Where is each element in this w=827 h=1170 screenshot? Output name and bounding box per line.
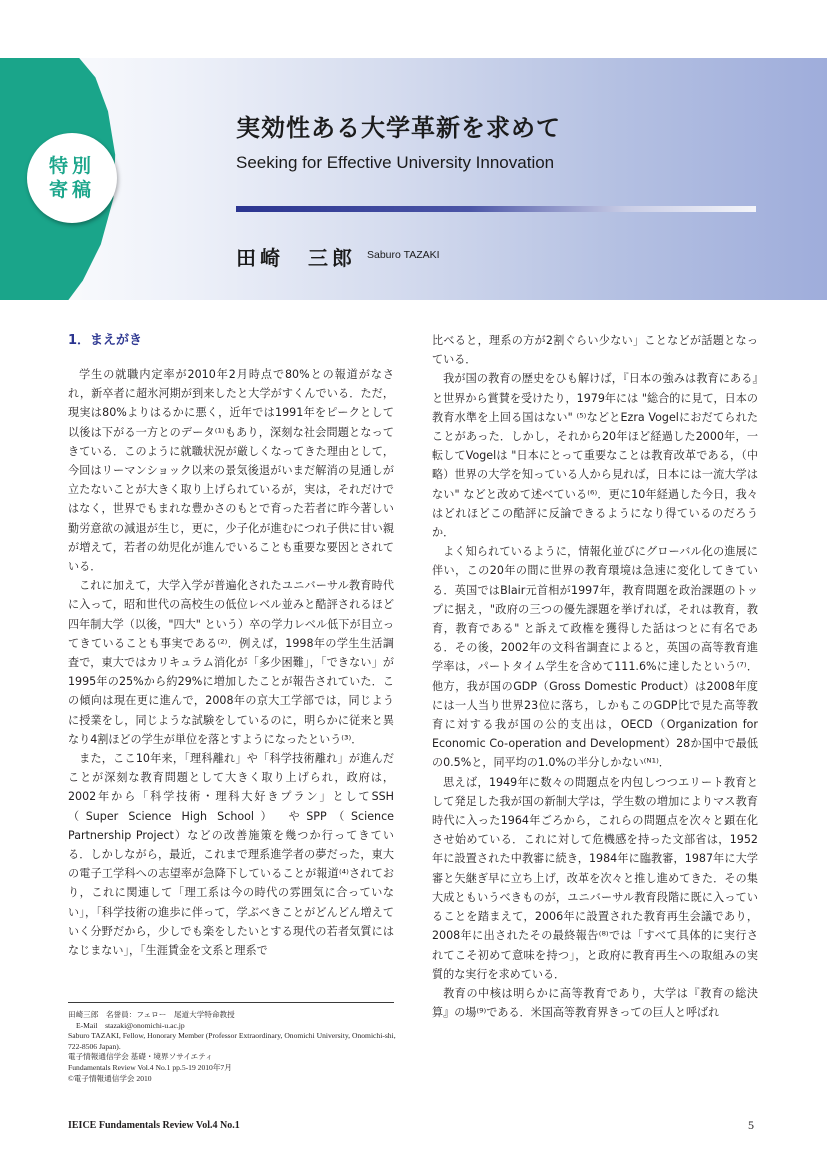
header-banner [0,58,827,300]
body-column-right [432,331,758,1022]
badge-line-1: 特別 [48,155,95,177]
section-heading: 1．まえがき [68,333,143,348]
footnote-line: ©電子情報通信学会 2010 [68,1073,152,1083]
paragraph: これに加えて，大学入学が普遍化されたユニバーサル教育時代に入って，昭和世代の高校生の低位レベル並みと酷評されるほど四年制大学（以後，"四大" という）卒の学力レベル低下が目立ってきていることも事実である⁽²⁾．例えば，1998年の学生生活調査で，東大ではカリキュラム消化が「多少困難」，「できない」が1995年の25%から約29%に増加したことが報告されていた．この傾向は現在更に進んで，2008年の京大工学部では，同じように授業をし，同じような試験をしているのに，明らかに従来と異なり4割ほどの学生が単位を落とすようになったという⁽³⁾． [68,579,394,746]
paragraph: また，ここ10年来，「理科離れ」や「科学技術離れ」が進んだことが深刻な教育問題として大きく取り上げられ，政府は，2002年から「科学技術・理科大好きプラン」としてSSH（Super Science High School） やSPP（Science Partnership Project）などの改善施策を幾つか行ってきている．しかしながら，最近，これまで理系進学者の夢だった，東大の電子工学科への志望率が急降下していることが報道⁽⁴⁾されており，これに関連して「理工系は今の時代の雰囲気に合っていない」，「科学技術の進歩に伴って，学ぶべきことがどんどん増えていく分野だから，少しでも楽をしたいとする現代の若者気質にはなじまない」，「生涯賃金を文系と理系で [68,752,394,958]
footnote-line: Fundamentals Review Vol.4 No.1 pp.5-19 2010年7月 [68,1062,232,1072]
author-name-en: Saburo TAZAKI [367,249,440,261]
page-number: 5 [748,1118,754,1132]
footnote-line: 田崎三郎 名誉員：フェロー 尾道大学特命教授 [68,1010,235,1019]
paragraph: 思えば，1949年に数々の問題点を内包しつつエリート教育として発足した我が国の新制大学は，学生数の増加によりマス教育時代に入った1964年ごろから，これらの問題点を次々と顕在化させ始めている．これに対して危機感を持った文部省は，1952年に設置された中教審に続き，1984年に臨教審，1987年に大学審と矢継ぎ早に立ち上げ，改革を次々と推し進めてきた．その集大成ともいうべきものが，ユニバーサル教育段階に既に入っていることを踏まえて，2006年に設置された教育再生会議であり，2008年に出されたその最終報告⁽⁸⁾では「すべて具体的に実行されてこそ初めて意味を持つ」，と政府に教育再生への取組みの実質的な実行を求めている． [432,775,758,981]
footer-journal-name: IEICE Fundamentals Review Vol.4 No.1 [68,1120,240,1131]
paragraph: 我が国の教育の歴史をひも解けば，『日本の強みは教育にある』と世界から賞賛を受けたり，1979年には "総合的に見て，日本の教育水準を上回る国はない" ⁽⁵⁾などとEzra Vogelにおだてられたことがあった．しかし，それから20年ほど経過した2000年，一転してVogelは "日本にとって重要なことは教育改革である，（中略）世界の大学を知っている人から見れば，日本には一流大学はない" などと改めて述べている⁽⁶⁾．更に10年経過した今日，我々はどれほどこの酷評に反論できるようになり得ているのだろうか． [432,372,758,540]
article-title-ja: 実効性ある大学革新を求めて [236,114,561,142]
footnote-line: E-Mail stazaki@onomichi-u.ac.jp [76,1020,185,1030]
body-column-left [68,331,394,960]
title-rule [236,206,756,212]
footnote-rule [68,1002,394,1003]
badge-line-2: 寄稿 [48,179,95,201]
author-footnote [68,1010,398,1084]
paragraph: よく知られているように，情報化並びにグローバル化の進展に伴い，この20年の間に世界の教育環境は急速に変化してきている．英国ではBlair元首相が1997年，教育問題を政治課題のトップに据え，"政府の三つの優先課題を挙げれば，それは教育，教育，教育である" と訴えて政権を獲得した話はつとに有名である．その後，2002年の文科省調査によると，英国の高等教育進学率は，パートタイム学生を含めて111.6%に達したという⁽⁷⁾．他方，我が国のGDP（Gross Domestic Product）は2008年度には一人当り世界23位に落ち，しかもこのGDP比で見た高等教育に対する我が国の公的支出は，OECD（Organization for Economic Co-operation and Development）28か国中で最低の0.5%と，同平均の1.0%の半分しかない⁽ᴺ¹⁾． [432,545,758,770]
paragraph: 比べると，理系の方が2割ぐらい少ない」ことなどが話題となっている． [432,334,758,367]
author-name-ja: 田崎 三郎 [236,246,356,270]
footnote-line: Saburo TAZAKI, Fellow, Honorary Member (Professor Extraordinary, Onomichi University, Onomichi-shi, 722-8506 Japan). [68,1031,396,1051]
footnote-line: 電子情報通信学会 基礎・境界ソサイエティ [68,1052,213,1062]
article-title-en: Seeking for Effective University Innovation [236,153,555,172]
paragraph: 教育の中核は明らかに高等教育であり，大学は『教育の総決算』の場⁽⁹⁾である．米国高等教育界きっての巨人と呼ばれ [432,986,758,1020]
special-contribution-badge [27,133,117,223]
paragraph: 学生の就職内定率が2010年2月時点で80%との報道がなされ，新卒者に超氷河期が到来したと大学がすくんでいる．ただ，現実は80%よりはるかに悪く，近年では1991年をピークとして以後は下がる一方とのデータ⁽¹⁾もあり，深刻な社会問題となってきている．このように就職状況が厳しくなってきた理由として，今回はリーマンショック以来の景気後退がいまだ解消の見通しが立たないことが大きく取り上げられているが，実は，それだけではなく，世界でもまれな豊かさのもとで育った若者に昨今著しい勤労意欲の減退が生じ，更に，少子化が進むにつれ子供に甘い親が増えて，若者の幼児化が進んでいることも重要な要因とされている． [68,368,394,574]
